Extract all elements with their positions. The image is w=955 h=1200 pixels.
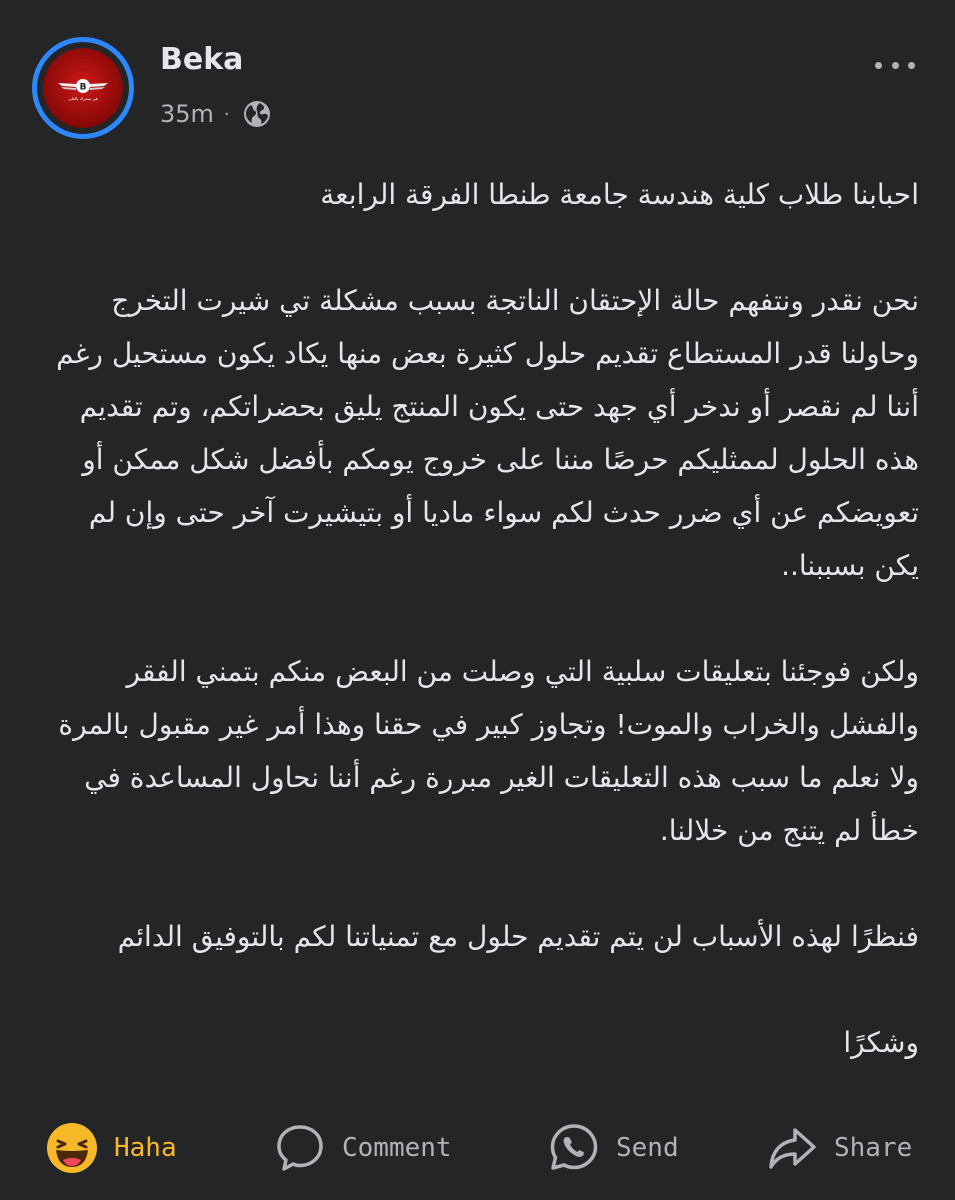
avatar-logo-text: في صحرك بالعلي xyxy=(68,96,98,101)
post-time[interactable]: 35m xyxy=(160,100,214,128)
author-name[interactable]: Beka xyxy=(160,42,244,77)
avatar[interactable] xyxy=(32,37,134,139)
whatsapp-icon xyxy=(548,1122,600,1174)
haha-reaction-button[interactable] xyxy=(46,1110,177,1186)
post-header xyxy=(0,0,955,150)
more-dot xyxy=(875,62,882,69)
svg-text:B: B xyxy=(79,82,87,93)
post-meta xyxy=(160,98,272,130)
post-paragraph-apology: نحن نقدر ونتفهم حالة الإحتقان الناتجة بسبب مشكلة تي شيرت التخرج وحاولنا قدر المستطاع تقديم حلول كثيرة بعض منها يكاد يكون مستحيل رغم أننا لم نقصر أو ندخر أي جهد حتى يكون المنتج يليق بحضراتكم، وتم تقديم هذه الحلول لممثليكم حرصًا مننا على خروج يومكم بأفضل شكل ممكن أو تعويضكم عن أي ضرر حدث لكم سواء ماديا أو بتيشيرت آخر حتى وإن لم يكن بسببنا.. xyxy=(56,284,919,582)
more-dot xyxy=(892,62,899,69)
post-paragraph-complaint: ولكن فوجئنا بتعليقات سلبية التي وصلت من البعض منكم بتمني الفقر والفشل والخراب والموت! وتجاوز كبير في حقنا وهذا أمر غير مقبول بالمرة ولا نعلم ما سبب هذه التعليقات الغير مبررة رغم أننا نحاول المساعدة في خطأ لم يتنج من خلالنا. xyxy=(58,655,919,847)
comment-icon xyxy=(274,1122,326,1174)
share-label: Share xyxy=(834,1133,913,1163)
comment-label: Comment xyxy=(342,1133,452,1163)
post-paragraph-thanks: وشكرًا xyxy=(843,1026,919,1059)
more-options-icon[interactable] xyxy=(875,55,915,75)
share-button[interactable] xyxy=(766,1110,912,1186)
post-paragraph-greeting: احبابنا طلاب كلية هندسة جامعة طنطا الفرقة الرابعة xyxy=(320,178,919,211)
post-paragraph-conclusion: فنظرًا لهذه الأسباب لن يتم تقديم حلول مع تمنياتنا لكم بالتوفيق الدائم xyxy=(117,920,919,953)
beka-logo xyxy=(43,48,123,128)
post-action-bar xyxy=(0,1110,955,1186)
post-body xyxy=(36,168,919,1069)
haha-icon xyxy=(46,1122,98,1174)
globe-icon[interactable] xyxy=(242,99,272,129)
share-icon xyxy=(766,1122,818,1174)
comment-button[interactable] xyxy=(274,1110,452,1186)
haha-label: Haha xyxy=(114,1133,177,1163)
meta-separator: · xyxy=(223,103,230,125)
send-label: Send xyxy=(616,1133,679,1163)
send-button[interactable] xyxy=(548,1110,679,1186)
more-dot xyxy=(908,62,915,69)
